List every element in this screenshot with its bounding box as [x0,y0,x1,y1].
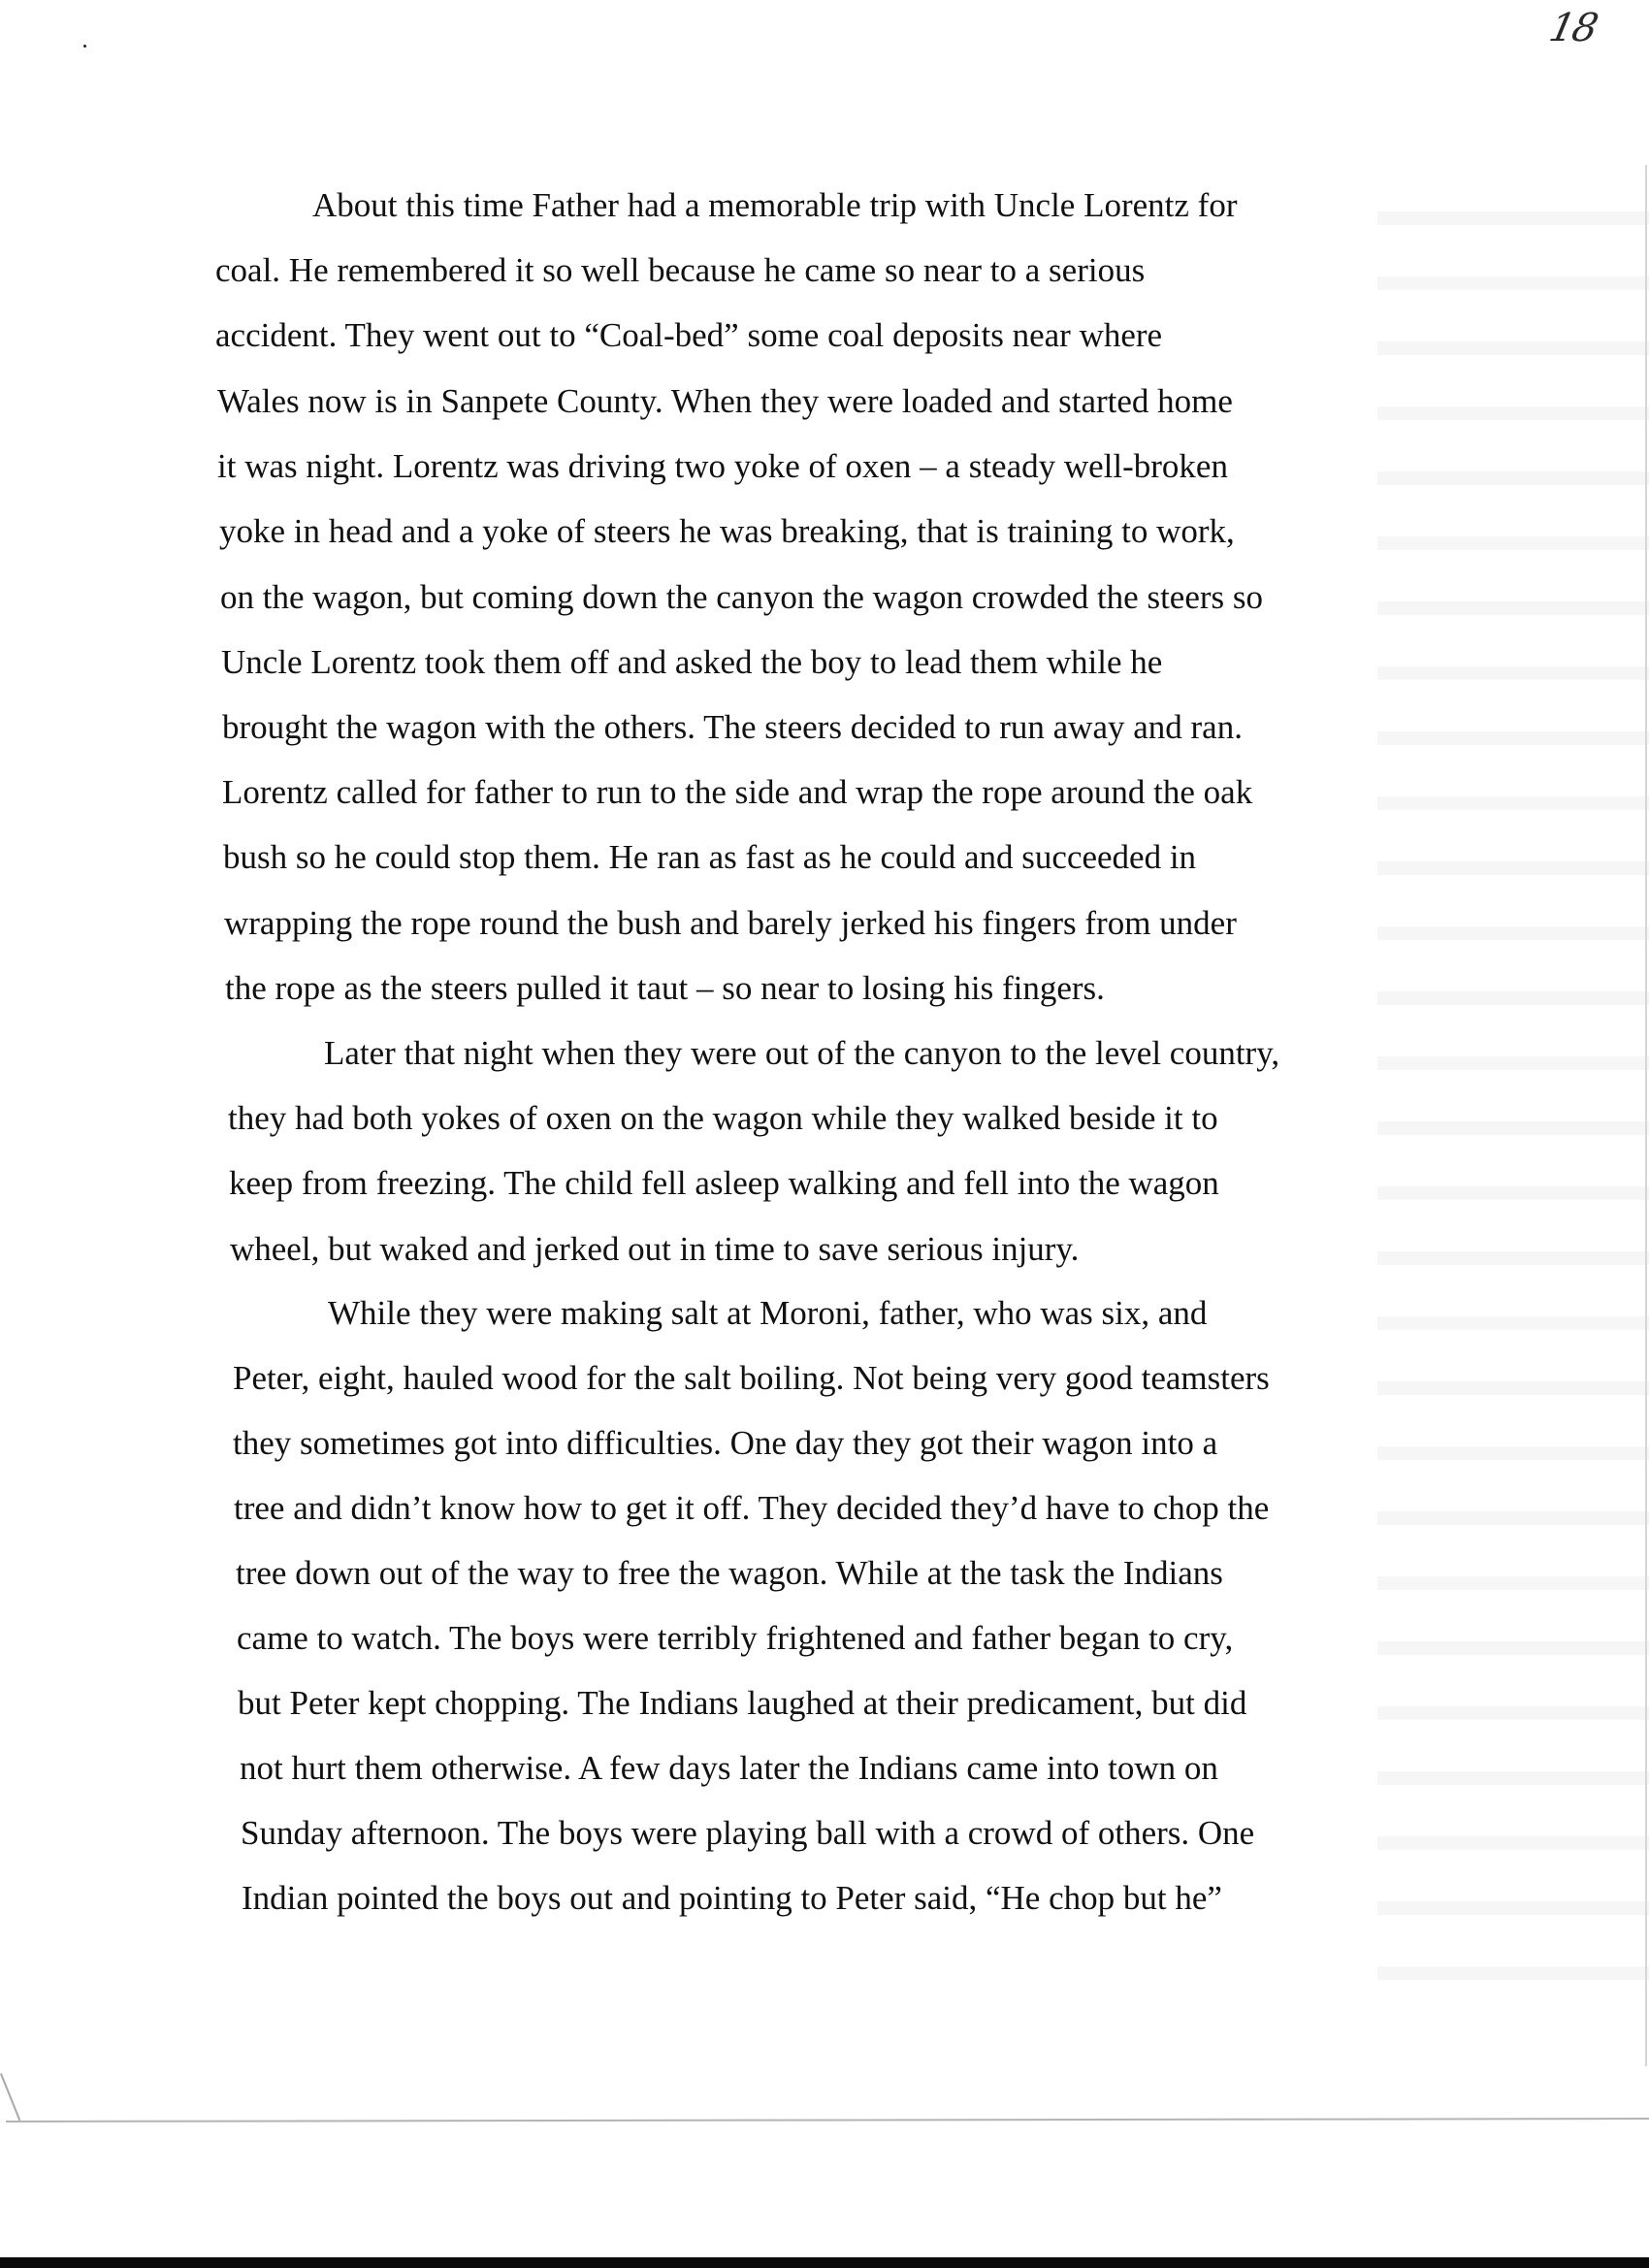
text-line: Wales now is in Sanpete County. When they were loaded and started home [217,382,1233,420]
text-line: but Peter kept chopping. The Indians laughed at their predicament, but did [238,1684,1247,1722]
text-line: wrapping the rope round the bush and barely jerked his fingers from under [224,904,1237,942]
text-line: coal. He remembered it so well because he came so near to a serious [215,251,1146,289]
scan-bottom-border [0,2257,1649,2268]
handwritten-page-number: 18 [1545,6,1600,50]
text-line: Peter, eight, hauled wood for the salt boiling. Not being very good teamsters [233,1359,1270,1397]
scan-page-edge [1645,165,1647,2066]
text-line: they sometimes got into difficulties. One day they got their wagon into a [233,1424,1218,1462]
text-line: the rope as the steers pulled it taut – so near to losing his fingers. [225,969,1105,1007]
text-line: brought the wagon with the others. The steers decided to run away and ran. [222,708,1243,746]
text-line: accident. They went out to “Coal-bed” some coal deposits near where [215,316,1163,354]
scan-fold-line [6,2118,1649,2122]
text-line: wheel, but waked and jerked out in time to save serious injury. [230,1230,1080,1268]
text-line: Lorentz called for father to run to the side and wrap the rope around the oak [222,773,1253,811]
text-line: it was night. Lorentz was driving two yoke of oxen – a steady well-broken [217,447,1228,485]
text-line: bush so he could stop them. He ran as fast as he could and succeeded in [223,838,1197,876]
text-line: About this time Father had a memorable trip with Uncle Lorentz for [312,186,1238,224]
reverse-side-bleed-through [1377,165,1649,1989]
text-line: not hurt them otherwise. A few days later the Indians came into town on [240,1749,1218,1787]
text-line: Sunday afternoon. The boys were playing ball with a crowd of others. One [241,1814,1255,1852]
scan-speck [83,45,86,48]
text-line: Uncle Lorentz took them off and asked the boy to lead them while he [221,643,1163,681]
text-line: on the wagon, but coming down the canyon the wagon crowded the steers so [220,578,1264,616]
text-line: they had both yokes of oxen on the wagon while they walked beside it to [228,1099,1218,1137]
scan-fold-corner [0,2073,20,2121]
text-line: Indian pointed the boys out and pointing to Peter said, “He chop but he” [242,1879,1222,1917]
text-line: tree and didn’t know how to get it off. They decided they’d have to chop the [234,1489,1270,1527]
text-line: tree down out of the way to free the wagon. While at the task the Indians [236,1554,1223,1592]
text-line: keep from freezing. The child fell asleep walking and fell into the wagon [229,1164,1219,1202]
text-line: While they were making salt at Moroni, father, who was six, and [328,1294,1208,1332]
text-line: Later that night when they were out of the canyon to the level country, [324,1034,1280,1072]
text-line: yoke in head and a yoke of steers he was breaking, that is training to work, [219,512,1235,550]
text-line: came to watch. The boys were terribly frightened and father began to cry, [237,1619,1234,1657]
